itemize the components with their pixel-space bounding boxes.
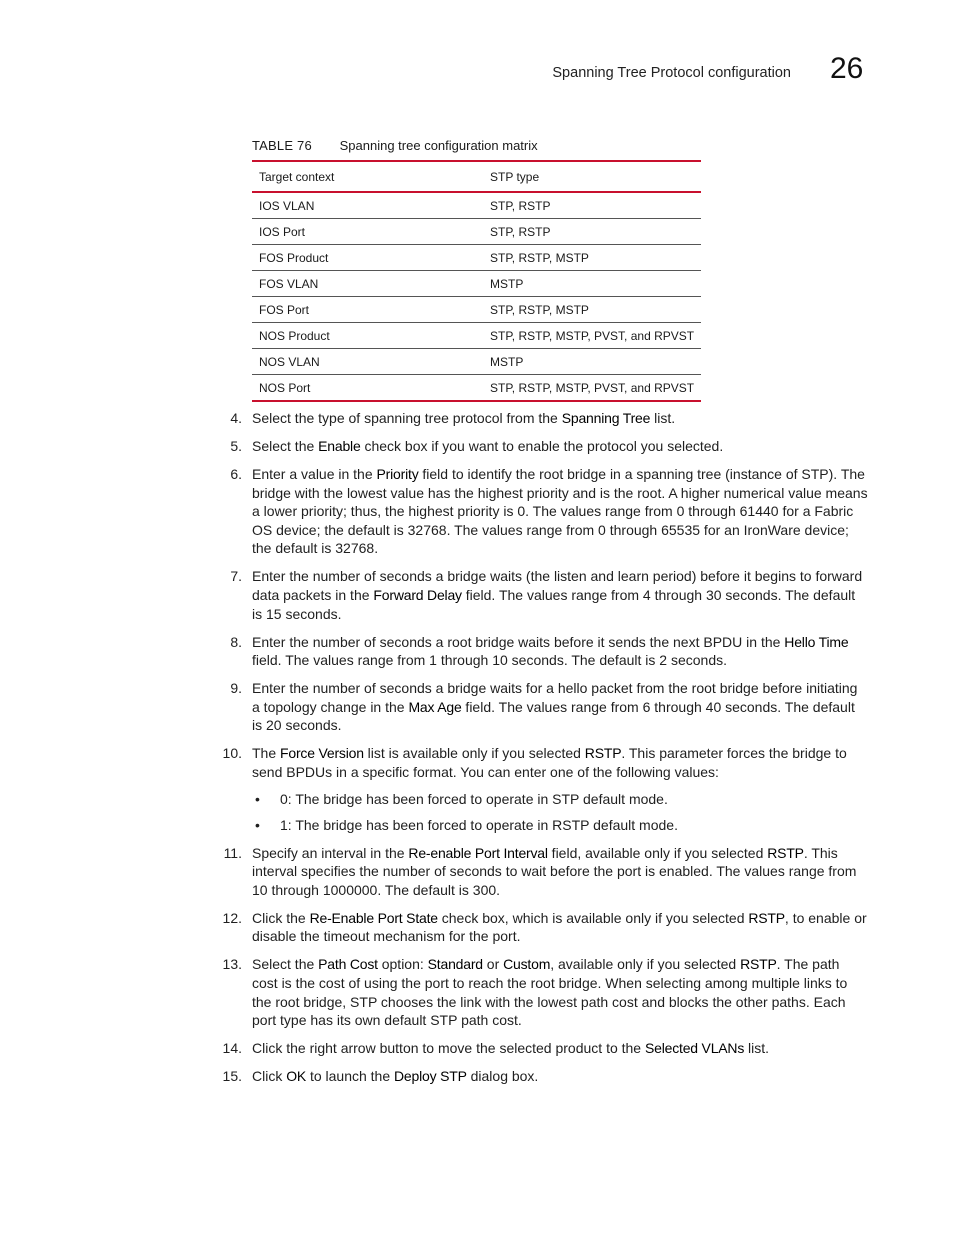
step-number: 5. — [230, 437, 242, 454]
step-text: option: — [377, 956, 428, 973]
table-label: TABLE 76 — [252, 138, 312, 153]
step-text: Enter the number of seconds a bridge waits for a hello packet from the root bridge before initiating a topology change in the — [252, 680, 858, 715]
step-text: The — [252, 745, 281, 762]
stp-type-cell: MSTP — [483, 349, 701, 375]
step-text: Select the type of spanning tree protocol from the — [252, 410, 562, 426]
chapter-number: 26 — [830, 52, 864, 85]
target-context-cell: FOS Product — [252, 245, 483, 271]
procedure-step — [222, 744, 868, 834]
step-text: , available only if you selected — [550, 956, 741, 973]
target-context-cell: FOS VLAN — [252, 271, 483, 297]
ui-element-name: Forward Delay — [373, 586, 462, 603]
table-row — [252, 245, 701, 271]
step-text: field, available only if you selected — [547, 844, 768, 861]
target-context-cell: NOS VLAN — [252, 349, 483, 375]
step-text: field to identify the root bridge in a spanning tree (instance of STP). The bridge with the lowest value has the highest priority and is the root. A higher numerical value means a lower priority; thus, the highest priority is 0. The values range from 0 through 61440 for a Fabric OS device; the default is 32768. The values range from 0 through 65535 for an IronWare device; the default is 32768. — [252, 465, 868, 557]
step-text: field. The values range from 1 through 10 seconds. The default is 2 seconds. — [252, 652, 727, 669]
table-row — [252, 192, 701, 219]
step-text: Click the — [252, 909, 310, 926]
bullet-dot-icon: • — [255, 791, 260, 808]
step-number: 7. — [230, 568, 242, 585]
step-text: list. — [650, 410, 676, 426]
ui-element-name: Spanning Tree — [561, 410, 651, 426]
step-number: 4. — [230, 410, 242, 426]
procedure-step — [230, 437, 868, 456]
step-text: field. The values range from 6 through 40 seconds. The default is 20 seconds. — [252, 698, 855, 734]
ui-element-name: Re-Enable Port State — [309, 909, 438, 926]
step-number: 12. — [222, 909, 242, 926]
bullet-text: 1: The bridge has been forced to operate in RSTP default mode. — [280, 816, 678, 833]
ui-element-name: Enable — [318, 437, 361, 454]
step-text: Enter a value in the — [252, 465, 377, 482]
procedure-steps — [222, 409, 868, 1095]
procedure-step — [222, 1067, 868, 1086]
step-text: Enter the number of seconds a root bridge waits before it sends the next BPDU in the — [252, 633, 785, 650]
step-text: check box if you want to enable the protocol you selected. — [360, 437, 724, 454]
ui-element-name: RSTP — [748, 909, 785, 926]
step-text: list. — [744, 1040, 770, 1057]
target-context-cell: NOS Product — [252, 323, 483, 349]
ui-element-name: OK — [286, 1068, 307, 1085]
table-row — [252, 297, 701, 323]
step-text: check box, which is available only if you selected — [437, 909, 749, 926]
table-header-row — [252, 161, 701, 192]
ui-element-name: RSTP — [584, 745, 622, 762]
procedure-step — [230, 409, 868, 428]
ui-element-name: RSTP — [767, 844, 804, 861]
step-number: 6. — [230, 465, 242, 482]
step-number: 11. — [223, 844, 242, 861]
target-context-cell: IOS VLAN — [252, 192, 483, 219]
bullet-list — [252, 790, 868, 834]
step-text: to launch the — [306, 1068, 395, 1085]
stp-type-cell: STP, RSTP — [483, 219, 701, 245]
step-text: Click — [252, 1068, 287, 1085]
step-text: . The path cost is the cost of using the port to reach the root bridge. When selecting among multiple links to the root bridge, STP chooses the link with the lowest path cost and blocks the other paths. Each port type has its own default STP path cost. — [252, 956, 848, 1029]
procedure-step — [230, 679, 868, 735]
step-text: list is available only if you selected — [363, 745, 585, 762]
table-row — [252, 375, 701, 402]
stp-type-cell: STP, RSTP, MSTP — [483, 245, 701, 271]
stp-type-cell: STP, RSTP — [483, 192, 701, 219]
ui-element-name: Max Age — [408, 698, 462, 715]
ui-element-name: RSTP — [740, 956, 777, 973]
table-caption — [252, 138, 702, 153]
step-number: 8. — [230, 633, 242, 650]
ui-element-name: Hello Time — [784, 633, 849, 650]
step-number: 10. — [222, 745, 242, 762]
table-row — [252, 323, 701, 349]
bullet-dot-icon: • — [255, 816, 260, 833]
ui-element-name: Custom — [503, 956, 551, 973]
step-text: , to enable or disable the timeout mechanism for the port. — [252, 909, 867, 945]
stp-type-cell: STP, RSTP, MSTP — [483, 297, 701, 323]
stp-type-cell: STP, RSTP, MSTP, PVST, and RPVST — [483, 375, 701, 402]
step-number: 9. — [230, 680, 242, 697]
procedure-step — [223, 844, 868, 900]
step-text: dialog box. — [466, 1068, 539, 1085]
column-header-stp-type: STP type — [483, 161, 701, 192]
stp-type-cell: STP, RSTP, MSTP, PVST, and RPVST — [483, 323, 701, 349]
step-text: . This parameter forces the bridge to send BPDUs in a specific format. You can enter one of the following values: — [252, 745, 847, 780]
table-body — [252, 192, 701, 401]
bullet-text: 0: The bridge has been forced to operate in STP default mode. — [280, 791, 668, 808]
ui-element-name: Re-enable Port Interval — [408, 844, 548, 861]
ui-element-name: Force Version — [280, 745, 364, 762]
procedure-step — [222, 909, 868, 946]
table-row — [252, 349, 701, 375]
column-header-target-context: Target context — [252, 161, 483, 192]
procedure-step — [230, 567, 868, 623]
stp-config-matrix-table — [252, 160, 701, 402]
ui-element-name: Deploy STP — [394, 1068, 467, 1085]
step-text: Enter the number of seconds a bridge waits (the listen and learn period) before it begins to forward data packets in the — [252, 568, 863, 603]
ui-element-name: Path Cost — [318, 956, 378, 973]
ui-element-name: Selected VLANs — [644, 1040, 745, 1057]
target-context-cell: IOS Port — [252, 219, 483, 245]
step-text: Select the — [252, 956, 319, 973]
table-title: Spanning tree configuration matrix — [339, 138, 538, 153]
ui-element-name: Standard — [427, 956, 483, 973]
step-text: or — [482, 956, 504, 973]
table-row — [252, 271, 701, 297]
step-text: Specify an interval in the — [252, 844, 409, 861]
step-number: 14. — [222, 1040, 242, 1057]
target-context-cell: NOS Port — [252, 375, 483, 402]
stp-type-cell: MSTP — [483, 271, 701, 297]
step-text: . This interval specifies the number of seconds to wait before the port is enabled. The values range from 10 through 1000000. The default is 300. — [252, 844, 857, 898]
step-text: Click the right arrow button to move the selected product to the — [252, 1040, 645, 1057]
table-row — [252, 219, 701, 245]
procedure-step — [222, 1039, 868, 1058]
bullet-item — [252, 816, 868, 835]
running-header-title: Spanning Tree Protocol configuration — [552, 65, 791, 81]
step-text: field. The values range from 4 through 30 seconds. The default is 15 seconds. — [252, 586, 856, 622]
procedure-step — [230, 465, 868, 558]
step-text: Select the — [252, 437, 319, 454]
procedure-step — [230, 633, 868, 670]
step-number: 13. — [222, 956, 242, 973]
step-number: 15. — [222, 1068, 242, 1085]
ui-element-name: Priority — [376, 465, 419, 482]
bullet-item — [252, 790, 868, 809]
target-context-cell: FOS Port — [252, 297, 483, 323]
procedure-step — [222, 955, 868, 1029]
